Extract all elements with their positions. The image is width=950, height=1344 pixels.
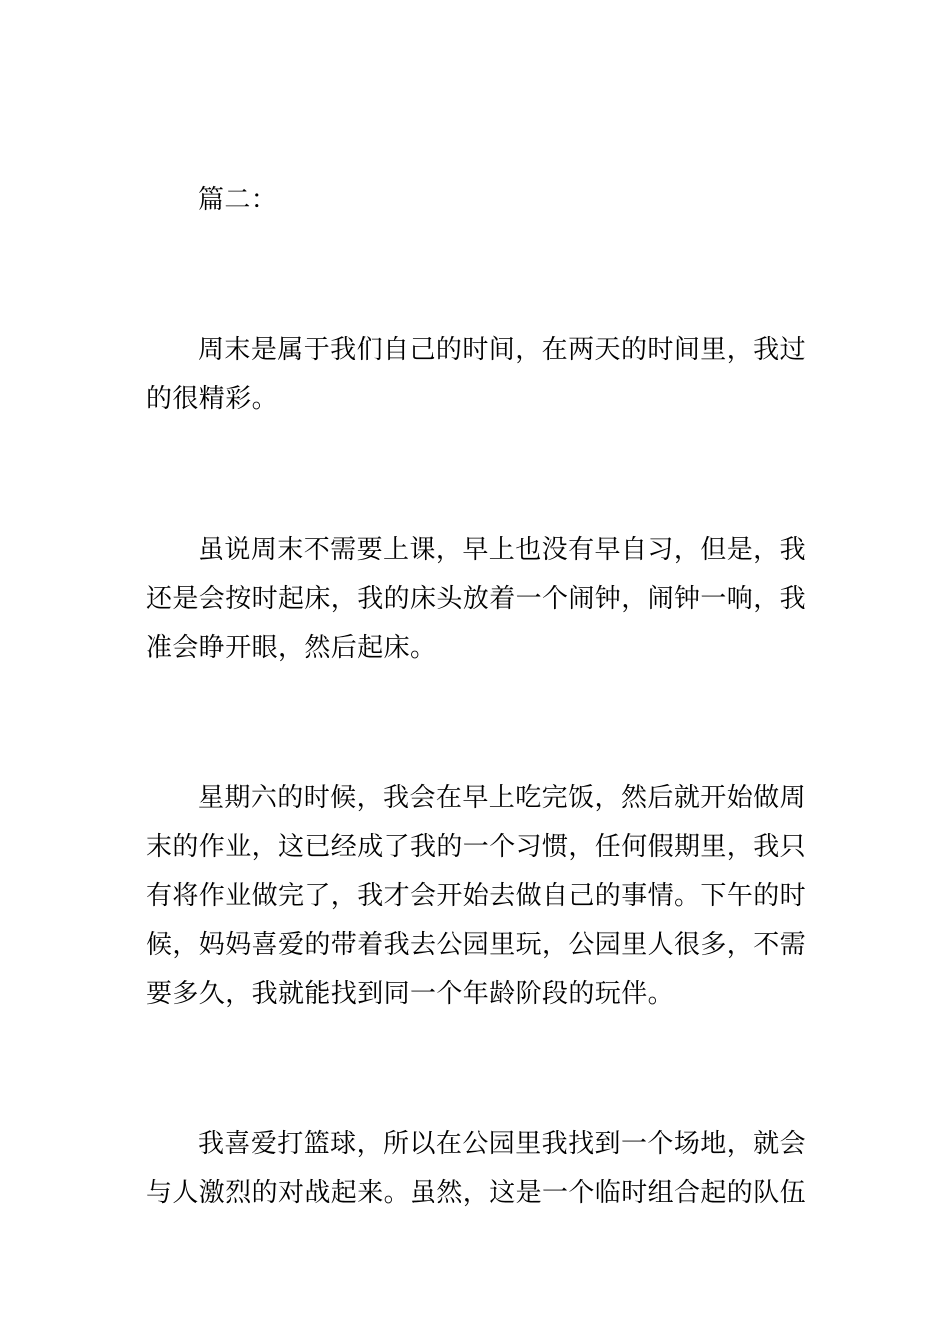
- section-heading: 篇二：: [198, 185, 278, 215]
- paragraph-1: 周末是属于我们自己的时间，在两天的时间里，我过的很精彩。: [146, 335, 806, 414]
- paragraph-4: 我喜爱打篮球，所以在公园里我找到一个场地，就会与人激烈的对战起来。虽然，这是一个临时组合起的队伍: [146, 1129, 807, 1208]
- paragraph-2: 虽说周末不需要上课，早上也没有早自习，但是，我还是会按时起床，我的床头放着一个闹钟，闹钟一响，我准会睁开眼，然后起床。: [146, 535, 807, 663]
- paragraph-3: 星期六的时候，我会在早上吃完饭，然后就开始做周末的作业，这已经成了我的一个习惯，任何假期里，我只有将作业做完了，我才会开始去做自己的事情。下午的时候，妈妈喜爱的带着我去公园里玩，公园里人很多，不需要多久，我就能找到同一个年龄阶段的玩伴。: [146, 783, 807, 1009]
